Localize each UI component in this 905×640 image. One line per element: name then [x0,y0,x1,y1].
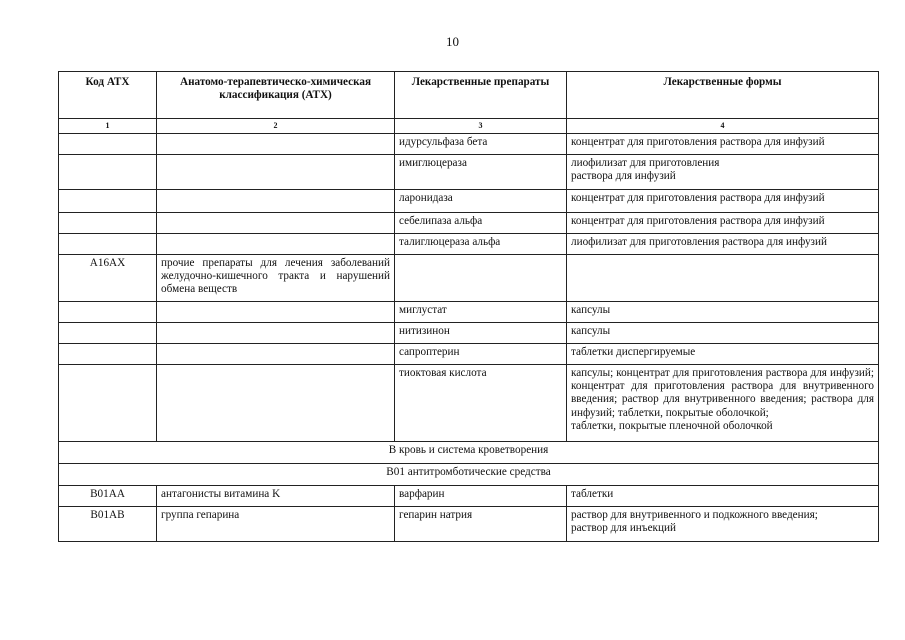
form-cell: таблетки диспергируемые [567,344,879,365]
form-cell: капсулы [567,302,879,323]
header-drugs: Лекарственные препараты [395,72,567,119]
header-row [59,72,879,119]
section-heading-b01: B01 антитромботические средства [59,464,879,486]
drug-cell: сапроптерин [395,344,567,365]
table-row [59,507,879,542]
classification-cell [157,344,395,365]
atx-code-cell [59,344,157,365]
classification-cell: группа гепарина [157,507,395,542]
classification-cell [157,323,395,344]
table-row [59,134,879,155]
drug-cell: талиглюцераза альфа [395,234,567,255]
drug-cell: нитизинон [395,323,567,344]
atx-code-cell [59,213,157,234]
classification-cell: прочие препараты для лечения заболеваний желудочно-кишечного тракта и нарушений обмена веществ [157,255,395,302]
form-cell: лиофилизат для приготовления раствора для инфузий [567,155,879,190]
table-row [59,190,879,213]
atx-code-cell [59,155,157,190]
classification-cell [157,134,395,155]
column-number: 4 [567,119,879,134]
drug-cell: тиоктовая кислота [395,365,567,442]
drug-cell: идурсульфаза бета [395,134,567,155]
atx-code-cell [59,190,157,213]
atx-code-cell: B01AA [59,486,157,507]
table-row [59,486,879,507]
table-row [59,365,879,442]
classification-cell [157,190,395,213]
drug-cell: гепарин натрия [395,507,567,542]
drug-cell: варфарин [395,486,567,507]
form-cell [567,255,879,302]
drug-cell: ларонидаза [395,190,567,213]
drug-cell: имиглюцераза [395,155,567,190]
section-row [59,442,879,464]
classification-cell [157,234,395,255]
atx-code-cell [59,302,157,323]
header-classification: Анатомо-терапевтическо-химическая классификация (АТХ) [157,72,395,119]
section-heading-b: B кровь и система кроветворения [59,442,879,464]
form-cell: раствор для внутривенного и подкожного введения; раствор для инъекций [567,507,879,542]
classification-cell [157,365,395,442]
atx-code-cell [59,365,157,442]
table-row [59,234,879,255]
table-row [59,302,879,323]
atx-code-cell: B01AB [59,507,157,542]
atx-code-cell: A16AX [59,255,157,302]
atx-code-cell [59,134,157,155]
form-cell: таблетки [567,486,879,507]
header-forms: Лекарственные формы [567,72,879,119]
atx-code-cell [59,234,157,255]
header-code: Код АТХ [59,72,157,119]
classification-cell [157,213,395,234]
table-row [59,344,879,365]
form-cell: концентрат для приготовления раствора для инфузий [567,134,879,155]
section-row [59,464,879,486]
column-number: 2 [157,119,395,134]
atx-code-cell [59,323,157,344]
form-cell: капсулы; концентрат для приготовления раствора для инфузий; концентрат для приготовления раствора для внутривенного введения; раствор для внутривенного введения; раствора для инфузий; таблетки, покрытые оболочкой; таблетки, покрытые пленочной оболочкой [567,365,879,442]
column-number: 3 [395,119,567,134]
drug-cell: миглустат [395,302,567,323]
form-cell: концентрат для приготовления раствора для инфузий [567,190,879,213]
drug-cell: себелипаза альфа [395,213,567,234]
page-number: 10 [446,34,459,49]
classification-cell: антагонисты витамина K [157,486,395,507]
form-cell: капсулы [567,323,879,344]
form-cell: лиофилизат для приготовления раствора для инфузий [567,234,879,255]
classification-cell [157,155,395,190]
form-cell: концентрат для приготовления раствора для инфузий [567,213,879,234]
column-number-row [59,119,879,134]
table-row [59,323,879,344]
column-number: 1 [59,119,157,134]
classification-cell [157,302,395,323]
atx-table [58,71,879,542]
drug-cell [395,255,567,302]
table-row [59,213,879,234]
table-row [59,255,879,302]
table-row [59,155,879,190]
